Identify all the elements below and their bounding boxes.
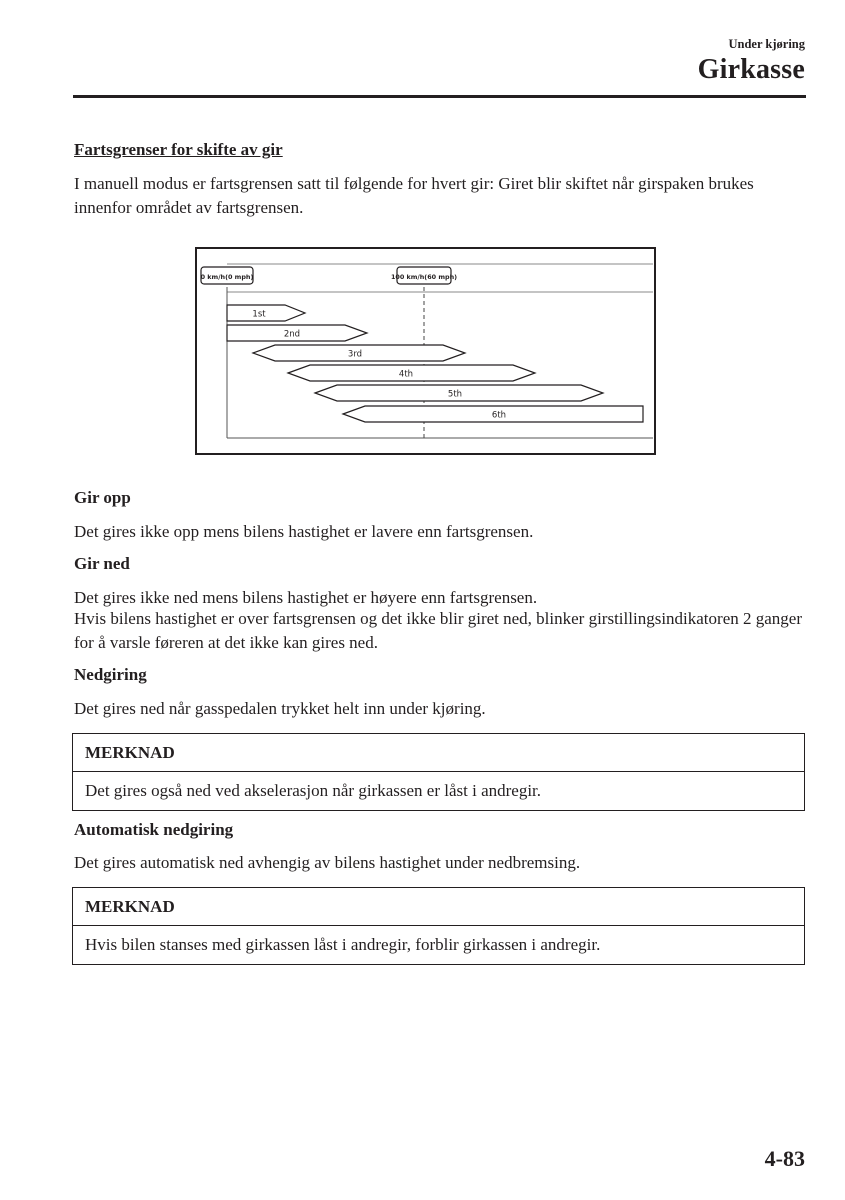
upshift-text: Det gires ikke opp mens bilens hastighet er lavere enn fartsgrensen. [74, 522, 534, 541]
upshift-heading: Gir opp [74, 488, 131, 507]
note-label-1: MERKNAD [73, 734, 804, 772]
speed-limits-heading: Fartsgrenser for skifte av gir [74, 140, 283, 159]
gear-label-4th: 4th [398, 369, 414, 380]
gear-label-1st: 1st [252, 309, 266, 320]
section-label: Under kjøring [728, 37, 805, 51]
gear-label-3rd: 3rd [347, 349, 363, 360]
gear-label-6th: 6th [491, 410, 507, 421]
note-text-1: Det gires også ned ved akselerasjon når girkassen er låst i andregir. [85, 781, 542, 800]
downshift-text-1: Det gires ikke ned mens bilens hastighet er høyere enn fartsgrensen. [74, 588, 538, 607]
gear-label-5th: 5th [447, 389, 463, 400]
note-label-2: MERKNAD [73, 888, 804, 926]
downshift-text-2: Hvis bilens hastighet er over fartsgrensen og det ikke blir giret ned, blinker girstillingsindikatoren 2 ganger for å varsle føreren at det ikke kan gires ned. [74, 609, 802, 652]
note-box-1 [72, 733, 805, 811]
note-box-2 [72, 887, 805, 965]
auto-downshift-text: Det gires automatisk ned avhengig av bilens hastighet under nedbremsing. [74, 853, 581, 872]
gear-speed-range-diagram [195, 247, 656, 455]
scale-label-100: 100 km/h(60 mph) [390, 273, 458, 281]
page-number: 4-83 [764, 1146, 805, 1171]
kickdown-text: Det gires ned når gasspedalen trykket helt inn under kjøring. [74, 699, 486, 718]
note-text-2: Hvis bilen stanses med girkassen låst i andregir, forblir girkassen i andregir. [85, 935, 601, 954]
kickdown-heading: Nedgiring [74, 665, 147, 684]
auto-downshift-heading: Automatisk nedgiring [74, 820, 234, 839]
chapter-title: Girkasse [697, 54, 805, 85]
speed-limits-intro: I manuell modus er fartsgrensen satt til følgende for hvert gir: Giret blir skiftet når girspaken brukes innenfor området av fartsgrensen. [74, 174, 754, 217]
title-rule [73, 95, 806, 98]
scale-label-0: 0 km/h(0 mph) [200, 273, 254, 281]
downshift-heading: Gir ned [74, 554, 130, 573]
gear-label-2nd: 2nd [283, 329, 301, 340]
